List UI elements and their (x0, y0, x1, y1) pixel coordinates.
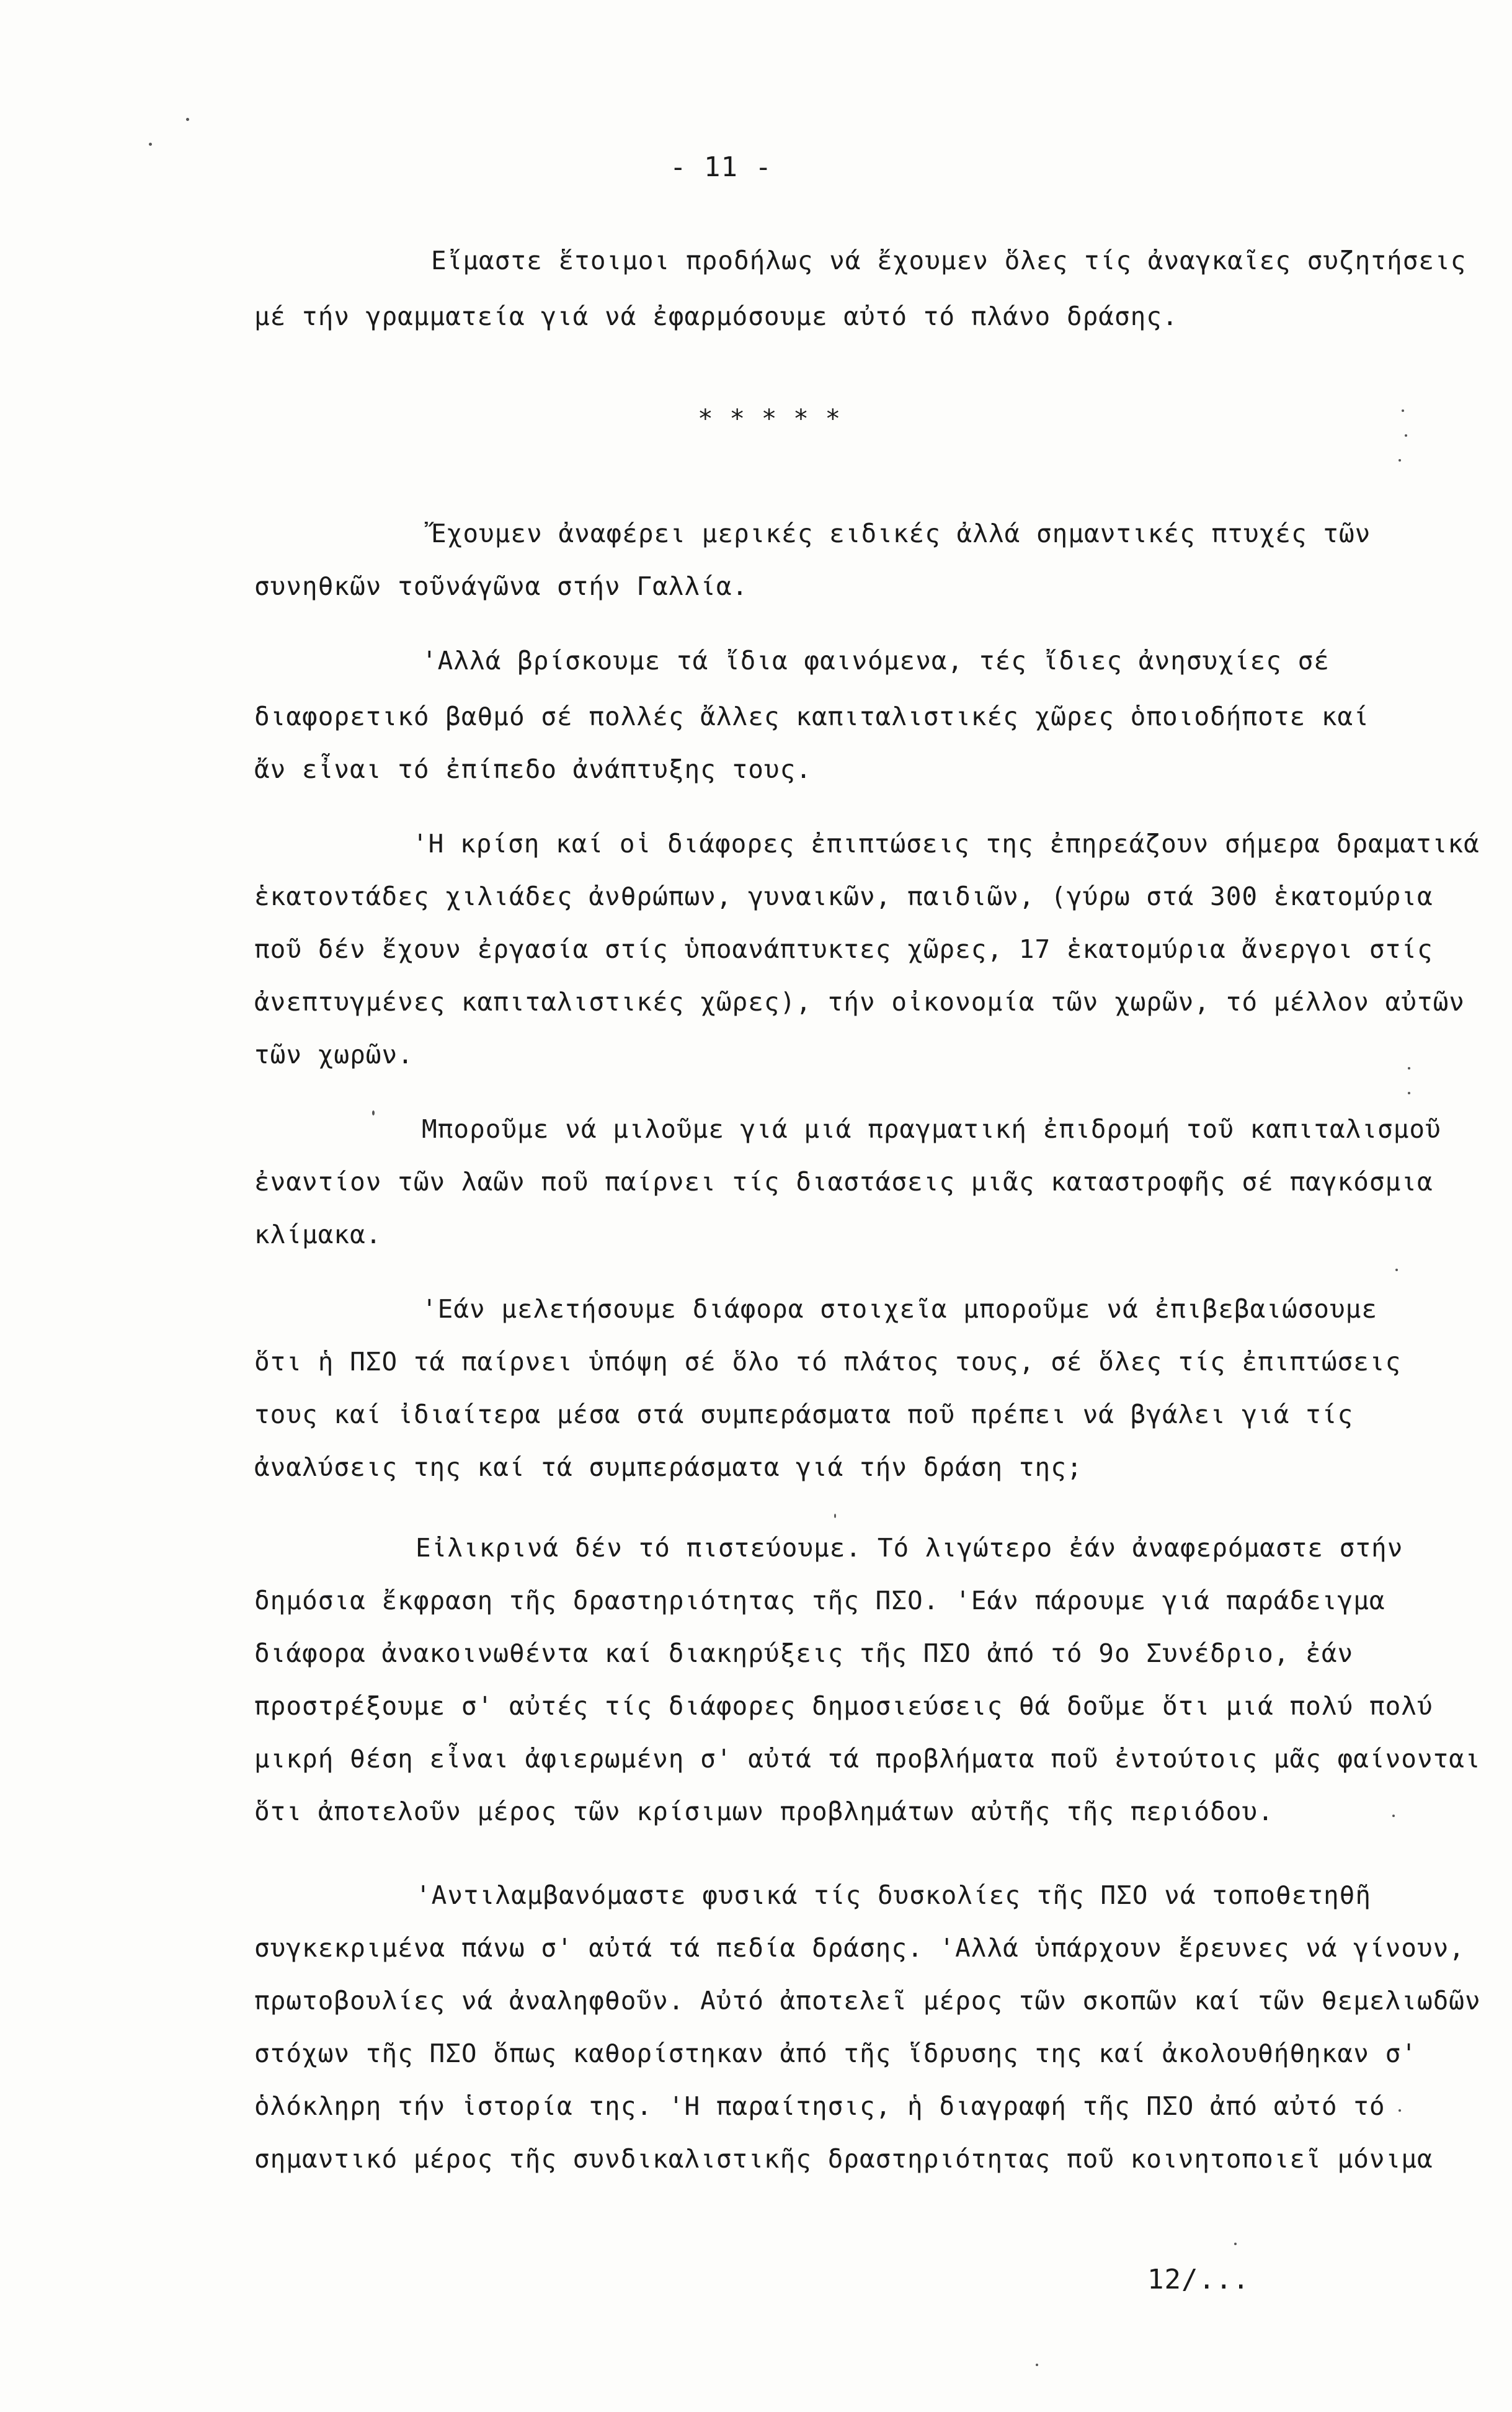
paragraph-line: ἐναντίον τῶν λαῶν ποῦ παίρνει τίς διαστάσεις μιᾶς καταστροφῆς σέ παγκόσμια (254, 1167, 1433, 1197)
paragraph-line: Εἰλικρινά δέν τό πιστεύουμε. Τό λιγώτερο ἐάν ἀναφερόμαστε στήν (416, 1533, 1403, 1563)
page-number: - 11 - (670, 151, 772, 183)
paragraph-line: πρωτοβουλίες νά ἀναληφθοῦν. Αὐτό ἀποτελεῖ μέρος τῶν σκοπῶν καί τῶν θεμελιωδῶν (254, 1986, 1481, 2016)
scan-speck (372, 1110, 375, 1115)
paragraph-line: 'Αλλά βρίσκουμε τά ἴδια φαινόμενα, τές ἴδιες ἀνησυχίες σέ (422, 646, 1330, 676)
paragraph-line: τῶν χωρῶν. (254, 1040, 414, 1070)
paragraph-line: Εἴμαστε ἕτοιμοι προδήλως νά ἔχουμεν ὅλες τίς ἀναγκαῖες συζητήσεις (431, 246, 1467, 275)
scan-speck (149, 143, 152, 146)
scan-speck (1402, 409, 1404, 412)
scan-speck (1399, 459, 1401, 462)
paragraph-line: ὁλόκληρη τήν ἱστορία της. 'Η παραίτησις, ἡ διαγραφή τῆς ΠΣΟ ἀπό αὐτό τό (254, 2091, 1385, 2121)
scan-speck (186, 118, 189, 121)
scan-speck (1234, 2243, 1237, 2245)
paragraph-line: στόχων τῆς ΠΣΟ ὅπως καθορίστηκαν ἀπό τῆς ἵδρυσης της καί ἀκολουθήθηκαν σ' (254, 2039, 1417, 2068)
paragraph-line: ἄν εἶναι τό ἐπίπεδο ἀνάπτυξης τους. (254, 754, 812, 784)
scan-speck (1408, 1067, 1410, 1070)
paragraph-line: Ἔχουμεν ἀναφέρει μερικές ειδικές ἀλλά σημαντικές πτυχές τῶν (431, 519, 1371, 548)
scan-speck (1395, 1269, 1398, 1271)
paragraph-line: συνηθκῶν τοῦνάγῶνα στήν Γαλλία. (254, 571, 749, 601)
paragraph-line: ἀνεπτυγμένες καπιταλιστικές χῶρες), τήν οἰκονομία τῶν χωρῶν, τό μέλλον αὐτῶν (254, 987, 1465, 1017)
paragraph-line: ποῦ δέν ἔχουν ἐργασία στίς ὑποανάπτυκτες χῶρες, 17 ἑκατομύρια ἄνεργοι στίς (254, 934, 1433, 964)
paragraph-line: μέ τήν γραμματεία γιά νά ἐφαρμόσουμε αὐτό τό πλάνο δράσης. (254, 302, 1178, 331)
paragraph-line: προστρέξουμε σ' αὐτές τίς διάφορες δημοσιεύσεις θά δοῦμε ὅτι μιά πολύ πολύ (254, 1691, 1433, 1721)
paragraph-line: τους καί ἰδιαίτερα μέσα στά συμπεράσματα ποῦ πρέπει νά βγάλει γιά τίς (254, 1400, 1354, 1429)
paragraph-line: μικρή θέση εἶναι ἀφιερωμένη σ' αὐτά τά προβλήματα ποῦ ἐντούτοις μᾶς φαίνονται (254, 1744, 1481, 1774)
section-separator: * * * * * (698, 404, 842, 434)
paragraph-line: ἑκατοντάδες χιλιάδες ἀνθρώπων, γυναικῶν, παιδιῶν, (γύρω στά 300 ἑκατομύρια (254, 882, 1433, 911)
paragraph-line: Μποροῦμε νά μιλοῦμε γιά μιά πραγματική ἐπιδρομή τοῦ καπιταλισμοῦ (422, 1114, 1441, 1144)
paragraph-line: σημαντικό μέρος τῆς συνδικαλιστικῆς δραστηριότητας ποῦ κοινητοποιεῖ μόνιμα (254, 2144, 1433, 2174)
paragraph-line: ὅτι ἀποτελοῦν μέρος τῶν κρίσιμων προβλημάτων αὐτῆς τῆς περιόδου. (254, 1797, 1274, 1826)
paragraph-line: ὅτι ἡ ΠΣΟ τά παίρνει ὑπόψη σέ ὅλο τό πλάτος τους, σέ ὅλες τίς ἐπιπτώσεις (254, 1347, 1402, 1377)
paragraph-line: κλίμακα. (254, 1220, 382, 1249)
scan-speck (1405, 434, 1407, 437)
scan-speck (1408, 1092, 1410, 1094)
paragraph-line: 'Αντιλαμβανόμαστε φυσικά τίς δυσκολίες τῆς ΠΣΟ νά τοποθετηθῆ (416, 1880, 1372, 1910)
paragraph-line: διαφορετικό βαθμό σέ πολλές ἄλλες καπιταλιστικές χῶρες ὁποιοδήποτε καί (254, 702, 1369, 731)
scan-speck (1392, 1815, 1395, 1817)
paragraph-line: 'Η κρίση καί οἱ διάφορες ἐπιπτώσεις της ἐπηρεάζουν σήμερα δραματικά (412, 829, 1480, 859)
paragraph-line: ἀναλύσεις της καί τά συμπεράσματα γιά τήν δράση της; (254, 1452, 1083, 1482)
paragraph-line: συγκεκριμένα πάνω σ' αὐτά τά πεδία δράσης. 'Αλλά ὑπάρχουν ἔρευνες νά γίνουν, (254, 1933, 1465, 1963)
paragraph-line: 'Εάν μελετήσουμε διάφορα στοιχεῖα μποροῦμε νά ἐπιβεβαιώσουμε (422, 1294, 1378, 1324)
paragraph-line: δημόσια ἔκφραση τῆς δραστηριότητας τῆς ΠΣΟ. 'Εάν πάρουμε γιά παράδειγμα (254, 1586, 1385, 1615)
scan-speck (834, 1514, 836, 1518)
page-continuation: 12/... (1147, 2264, 1250, 2295)
scan-speck (1036, 2364, 1038, 2366)
scan-speck (1399, 2109, 1401, 2112)
paragraph-line: διάφορα ἀνακοινωθέντα καί διακηρύξεις τῆς ΠΣΟ ἀπό τό 9ο Συνέδριο, ἐάν (254, 1638, 1354, 1668)
